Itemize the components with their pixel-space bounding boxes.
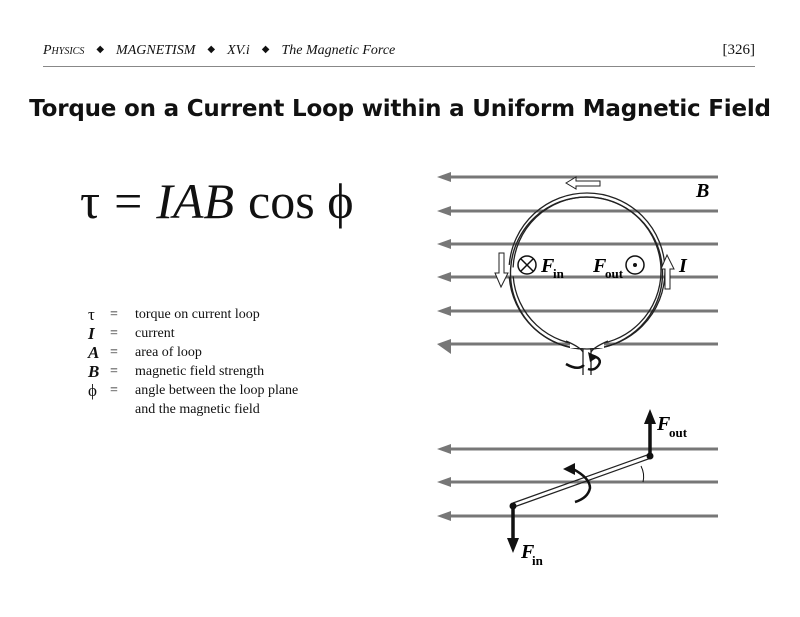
- legend-symbol: ϕ: [88, 381, 97, 400]
- force-in-arrow-icon: [507, 506, 519, 553]
- current-label: I: [679, 255, 687, 277]
- side-force-out-label: F: [657, 413, 671, 435]
- side-force-in-subscript: in: [532, 553, 543, 568]
- legend-description: area of loop: [135, 345, 202, 360]
- page-title: Torque on a Current Loop within a Uniform Magnetic Field: [29, 96, 771, 122]
- legend-equals: =: [110, 383, 118, 398]
- current-arrow-left-icon: [495, 253, 508, 287]
- legend-description: torque on current loop: [135, 307, 260, 322]
- formula-angle: ϕ: [327, 173, 354, 229]
- force-in-label: F: [541, 255, 555, 277]
- breadcrumb-topic: The Magnetic Force: [281, 43, 396, 58]
- breadcrumb-separator: ◆: [207, 44, 216, 55]
- legend-symbol: A: [88, 343, 100, 362]
- breadcrumb-section: XV.i: [227, 43, 250, 58]
- legend-equals: =: [110, 326, 118, 341]
- angle-arc: [641, 466, 644, 482]
- side-force-in-label: F: [521, 541, 535, 563]
- field-arrowheads-icon: [437, 172, 451, 354]
- legend-description: current: [135, 326, 175, 341]
- force-in-subscript: in: [553, 266, 564, 281]
- breadcrumb-separator: ◆: [96, 44, 105, 55]
- legend-continuation: and the magnetic field: [135, 402, 260, 417]
- side-force-out-subscript: out: [669, 425, 688, 440]
- formula-product: IAB: [156, 173, 235, 229]
- legend-description: angle between the loop plane: [135, 383, 299, 398]
- side-field-arrowheads-icon: [437, 444, 451, 521]
- legend-equals: =: [110, 307, 118, 322]
- formula-torque-symbol: τ: [80, 173, 101, 229]
- legend-equals: =: [110, 345, 118, 360]
- legend-symbol: B: [88, 362, 100, 381]
- page-number: [326]: [722, 42, 755, 58]
- legend-symbol: τ: [88, 305, 95, 324]
- formula-cos: cos: [248, 173, 315, 229]
- breadcrumb-separator: ◆: [261, 44, 270, 55]
- top-field-lines: [446, 177, 718, 344]
- legend-equals: =: [110, 364, 118, 379]
- legend-description: magnetic field strength: [135, 364, 265, 379]
- legend-symbol: I: [88, 324, 95, 343]
- current-arrow-top-icon: [566, 177, 600, 189]
- breadcrumb-subject: Physics: [43, 43, 85, 58]
- field-label: B: [696, 180, 710, 202]
- force-out-label: F: [593, 255, 607, 277]
- formula-equals: =: [114, 173, 143, 229]
- breadcrumb-chapter: MAGNETISM: [116, 43, 196, 58]
- out-of-page-icon: [626, 256, 644, 274]
- force-out-subscript: out: [605, 266, 624, 281]
- into-page-icon: [518, 256, 536, 274]
